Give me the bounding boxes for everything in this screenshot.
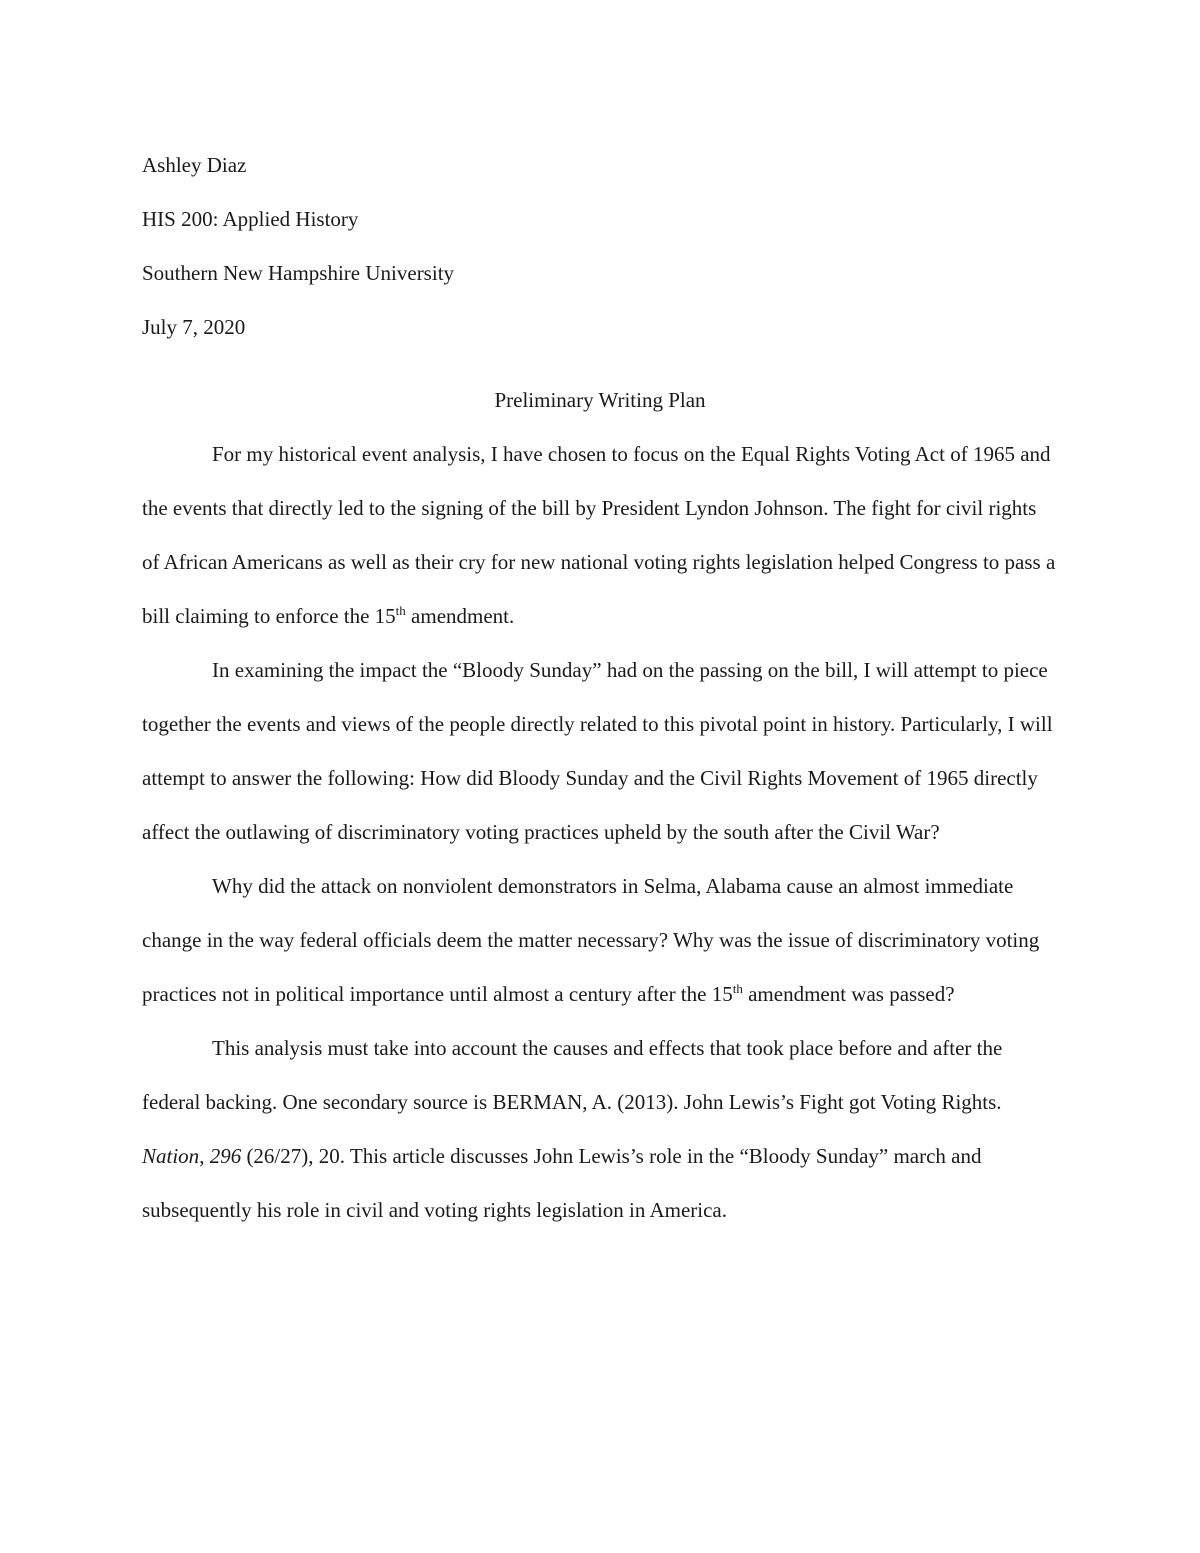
document-body xyxy=(142,427,1058,1237)
document-header xyxy=(142,138,1062,354)
paragraph-3-text-a: Why did the attack on nonviolent demonstrators in Selma, Alabama cause an almost immediate change in the way federal officials deem the matter necessary? Why was the issue of discriminatory voting practices not in political importance until almost a century after the 15 xyxy=(142,874,1040,1006)
paragraph-3 xyxy=(142,859,1058,1021)
paragraph-1 xyxy=(142,427,1058,643)
paragraph-1-text-b: amendment. xyxy=(405,604,515,628)
paragraph-1-text-a: For my historical event analysis, I have chosen to focus on the Equal Rights Voting Act of 1965 and the events that directly led to the signing of the bill by President Lyndon Johnson. The fight for civil rights of African Americans as well as their cry for new national voting rights legislation helped Congress to pass a bill claiming to enforce the 15 xyxy=(142,442,1056,628)
citation-journal-name: Nation xyxy=(142,1144,200,1168)
paragraph-4 xyxy=(142,1021,1058,1237)
paragraph-1-superscript: th xyxy=(395,603,406,618)
institution-name: Southern New Hampshire University xyxy=(142,261,455,285)
author-name: Ashley Diaz xyxy=(142,153,247,177)
paragraph-4-text-b: (26/27), 20. This article discusses John Lewis’s role in the “Bloody Sunday” march and subsequently his role in civil and voting rights legislation in America. xyxy=(142,1144,982,1222)
paragraph-3-superscript: th xyxy=(732,981,743,996)
course-name: HIS 200: Applied History xyxy=(142,207,359,231)
citation-separator: , xyxy=(199,1144,210,1168)
paragraph-4-text-a: This analysis must take into account the causes and effects that took place before and after the federal backing. One secondary source is BERMAN, A. (2013). John Lewis’s Fight got Voting Rights. xyxy=(142,1036,1003,1114)
document-date: July 7, 2020 xyxy=(142,315,246,339)
document-title: Preliminary Writing Plan xyxy=(494,388,706,412)
paragraph-2: In examining the impact the “Bloody Sunday” had on the passing on the bill, I will attempt to piece together the events and views of the people directly related to this pivotal point in history. Particularly, I will attempt to answer the following: How did Bloody Sunday and the Civil Rights Movement of 1965 directly affect the outlawing of discriminatory voting practices upheld by the south after the Civil War? xyxy=(142,658,1053,844)
citation-volume: 296 xyxy=(209,1144,242,1168)
paragraph-3-text-b: amendment was passed? xyxy=(742,982,955,1006)
